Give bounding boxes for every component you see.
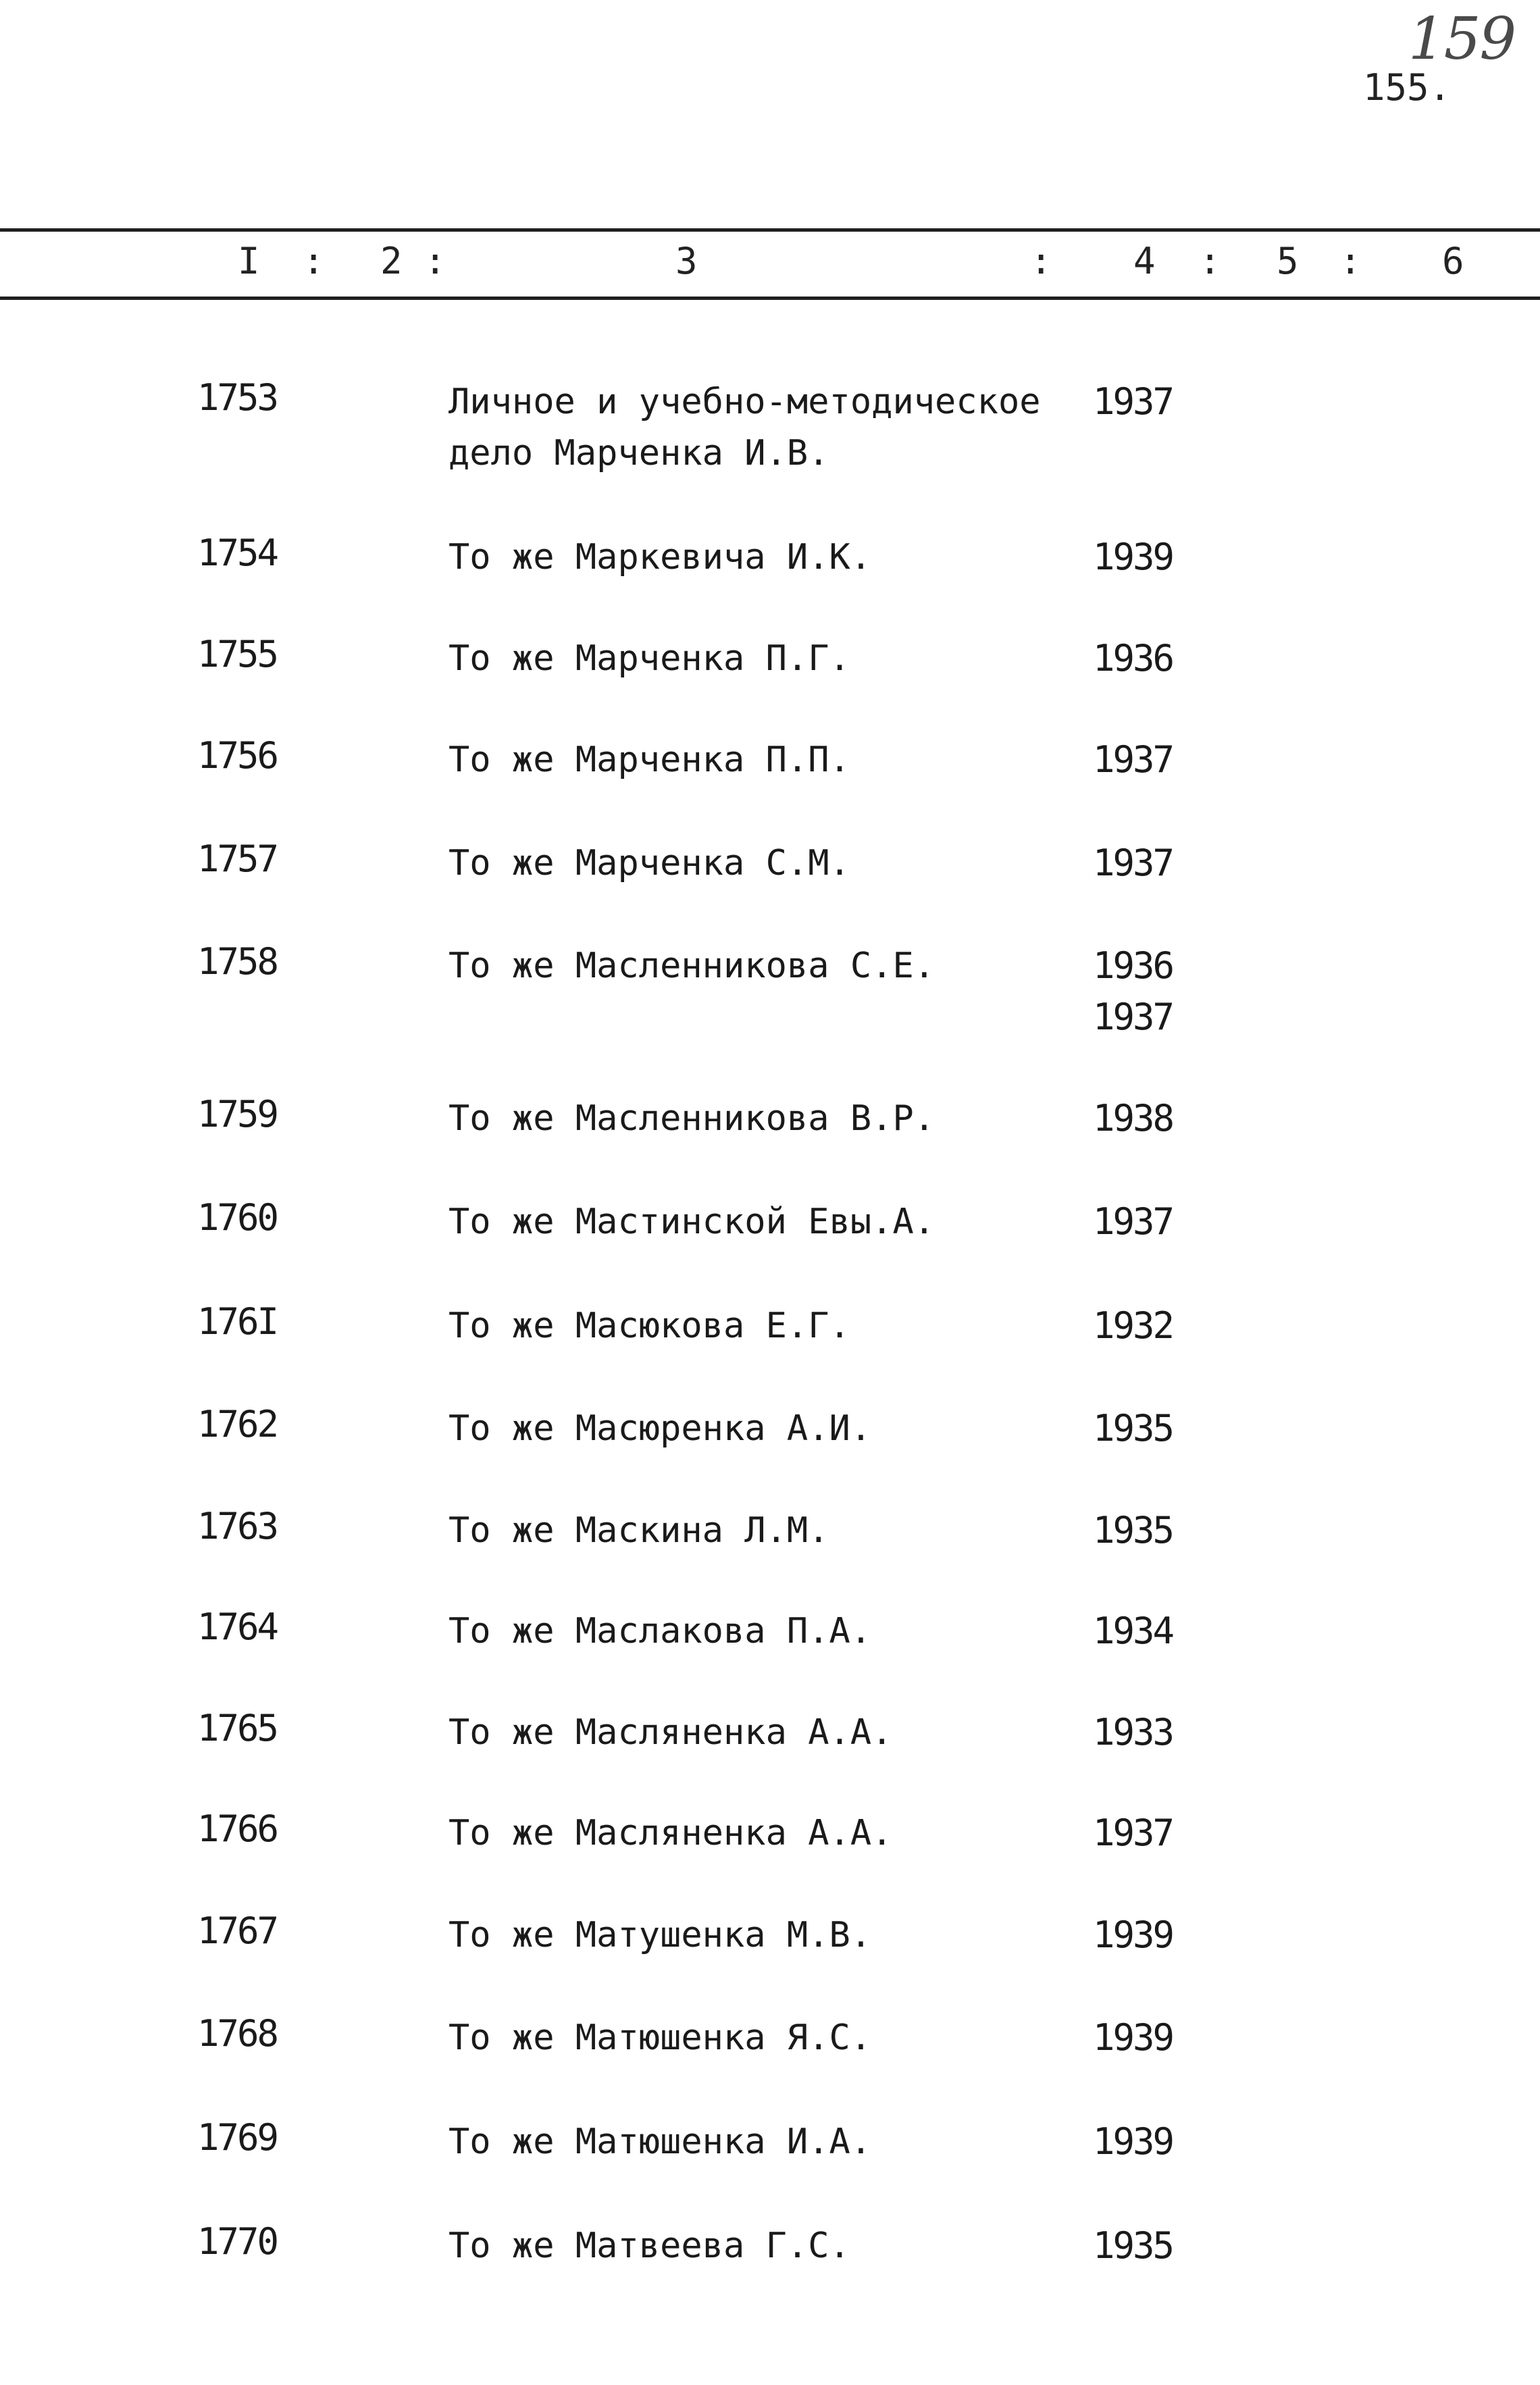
item-year: 1938 <box>1093 1097 1173 1139</box>
table-row <box>0 1606 1540 1660</box>
item-title: То же Масляненка А.А. <box>448 1813 893 1853</box>
item-title-line: дело Марченка И.В. <box>448 433 829 473</box>
item-number: 1767 <box>197 1909 278 1952</box>
item-title: То же Матушенка М.В. <box>448 1915 872 1955</box>
item-year: 1939 <box>1093 1914 1173 1956</box>
item-year: 1934 <box>1093 1610 1173 1652</box>
item-year: 1935 <box>1093 1509 1173 1551</box>
item-year: 1935 <box>1093 1407 1173 1450</box>
item-number: 1766 <box>197 1807 278 1850</box>
item-title: То же Маскина Л.М. <box>448 1510 829 1551</box>
table-row <box>0 1707 1540 1761</box>
table-row <box>0 2116 1540 2170</box>
column-header-1: I <box>238 240 260 282</box>
table-row <box>0 532 1540 586</box>
item-title: То же Масленникова С.Е. <box>448 946 935 986</box>
item-year <box>1093 940 1173 1043</box>
item-number: 1769 <box>197 2116 278 2159</box>
item-number: 1763 <box>197 1505 278 1547</box>
item-year: 1939 <box>1093 2120 1173 2163</box>
item-number: 1765 <box>197 1707 278 1749</box>
table-row <box>0 633 1540 687</box>
item-year <box>1093 376 1173 428</box>
item-year: 1933 <box>1093 1711 1173 1753</box>
item-number: 1757 <box>197 838 278 880</box>
item-year-value: 1937 <box>1093 380 1173 423</box>
item-title: То же Матюшенка Я.С. <box>448 2018 872 2058</box>
column-separator: : <box>1030 240 1052 282</box>
item-year-value: 1936 <box>1093 944 1173 987</box>
item-number: 1753 <box>197 376 278 419</box>
item-year: 1939 <box>1093 536 1173 578</box>
handwritten-sheet-number: 159 <box>1408 5 1516 73</box>
item-title-line: Личное и учебно-методическое <box>448 382 1041 422</box>
item-title: То же Масляненка А.А. <box>448 1712 893 1753</box>
item-year: 1937 <box>1093 1812 1173 1854</box>
item-year: 1936 <box>1093 637 1173 679</box>
item-number: 176I <box>197 1300 278 1343</box>
item-year: 1932 <box>1093 1304 1173 1347</box>
table-row <box>0 2220 1540 2274</box>
item-year: 1935 <box>1093 2224 1173 2267</box>
column-header-5: 5 <box>1277 240 1299 282</box>
item-number: 1770 <box>197 2220 278 2263</box>
item-title: То же Марченка С.М. <box>448 843 850 883</box>
column-header-3: 3 <box>675 240 698 282</box>
table-row <box>0 1093 1540 1147</box>
table-row <box>0 1505 1540 1559</box>
table-row <box>0 940 1540 1038</box>
column-separator: : <box>303 240 325 282</box>
item-title: То же Матвеева Г.С. <box>448 2226 850 2266</box>
item-year: 1939 <box>1093 2016 1173 2059</box>
item-title: То же Матюшенка И.А. <box>448 2122 872 2162</box>
table-row <box>0 1196 1540 1250</box>
item-title: То же Мастинской Евы.А. <box>448 1202 935 1242</box>
item-title: То же Маркевича И.К. <box>448 537 872 578</box>
table-row <box>0 1807 1540 1862</box>
column-separator: : <box>1199 240 1221 282</box>
item-year: 1937 <box>1093 1200 1173 1243</box>
item-title: То же Марченка П.Г. <box>448 638 850 679</box>
item-title <box>448 376 1041 479</box>
header-top-rule <box>0 228 1540 232</box>
item-number: 1762 <box>197 1403 278 1445</box>
item-title: То же Марченка П.П. <box>448 740 850 780</box>
column-header-2: 2 <box>380 240 403 282</box>
table-row <box>0 2012 1540 2066</box>
table-row <box>0 838 1540 892</box>
item-title: То же Масленникова В.Р. <box>448 1098 935 1139</box>
item-number: 1760 <box>197 1196 278 1239</box>
item-number: 1759 <box>197 1093 278 1135</box>
item-title: То же Масюкова Е.Г. <box>448 1306 850 1346</box>
typed-page-number: 155. <box>1363 66 1452 109</box>
item-year: 1937 <box>1093 842 1173 884</box>
table-row <box>0 376 1540 473</box>
item-number: 1754 <box>197 532 278 574</box>
item-title: То же Масюренка А.И. <box>448 1408 872 1449</box>
item-number: 1755 <box>197 633 278 675</box>
item-title: То же Маслакова П.А. <box>448 1611 872 1651</box>
header-bottom-rule <box>0 297 1540 300</box>
column-separator: : <box>1339 240 1362 282</box>
item-year: 1937 <box>1093 738 1173 781</box>
table-row <box>0 734 1540 788</box>
table-row <box>0 1403 1540 1457</box>
item-number: 1768 <box>197 2012 278 2055</box>
item-number: 1756 <box>197 734 278 777</box>
column-header-4: 4 <box>1133 240 1156 282</box>
table-row <box>0 1300 1540 1354</box>
column-header-6: 6 <box>1442 240 1464 282</box>
table-row <box>0 1909 1540 1964</box>
item-number: 1758 <box>197 940 278 983</box>
item-year-value: 1937 <box>1093 996 1173 1038</box>
column-separator: : <box>424 240 446 282</box>
item-number: 1764 <box>197 1606 278 1648</box>
